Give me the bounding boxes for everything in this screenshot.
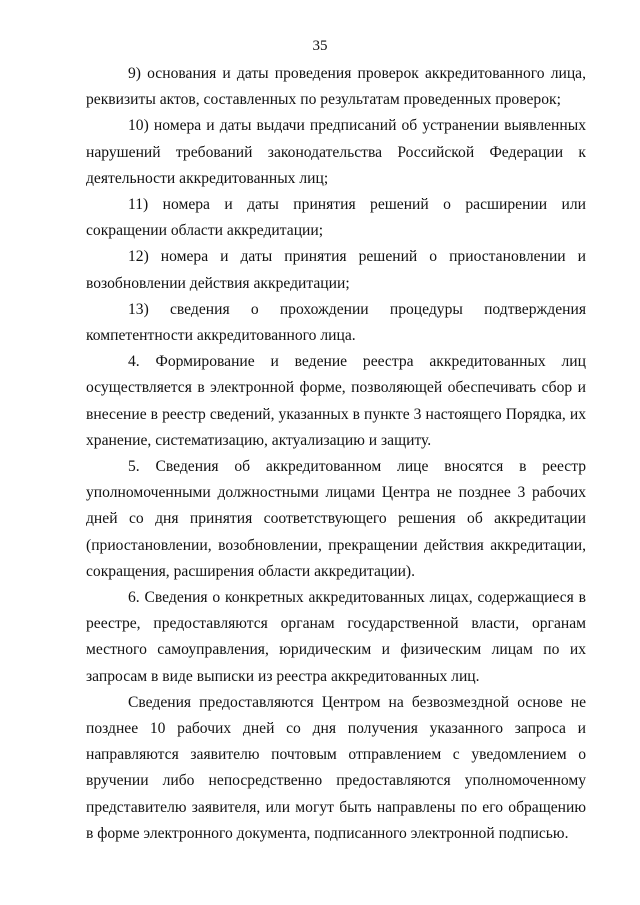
paragraph-item-10: 10) номера и даты выдачи предписаний об устранении выявленных нарушений требований законодательства Российской Федерации к деятельности аккредитованных лиц;	[86, 117, 586, 187]
paragraph-section-6: 6. Сведения о конкретных аккредитованных лицах, содержащиеся в реестре, предоставляются органам государственной власти, органам местного самоуправления, юридическим и физическим лицам по их запросам в виде выписки из реестра аккредитованных лиц.	[86, 589, 586, 685]
document-body	[86, 61, 586, 847]
paragraph-section-5: 5. Сведения об аккредитованном лице вносятся в реестр уполномоченными должностными лицами Центра не позднее 3 рабочих дней со дня принятия соответствующего решения об аккредитации (приостановлении, возобновлении, прекращении действия аккредитации, сокращения, расширения области аккредитации).	[86, 458, 586, 580]
paragraph-item-13: 13) сведения о прохождении процедуры подтверждения компетентности аккредитованного лица.	[86, 300, 586, 345]
page-number: 35	[312, 38, 328, 54]
paragraph-item-12: 12) номера и даты принятия решений о приостановлении и возобновлении действия аккредитации;	[86, 248, 586, 292]
paragraph-section-4: 4. Формирование и ведение реестра аккредитованных лиц осуществляется в электронной форме, позволяющей обеспечивать сбор и внесение в реестр сведений, указанных в пункте 3 настоящего Порядка, их хранение, систематизацию, актуализацию и защиту.	[86, 353, 586, 449]
paragraph-section-6-continued: Сведения предоставляются Центром на безвозмездной основе не позднее 10 рабочих дней со дня получения указанного запроса и направляются заявителю почтовым отправлением с уведомлением о вручении либо непосредственно предоставляются уполномоченному представителю заявителя, или могут быть направлены по его обращению в форме электронного документа, подписанного электронной подписью.	[86, 693, 586, 842]
paragraph-item-9: 9) основания и даты проведения проверок аккредитованного лица, реквизиты актов, составленных по результатам проведенных проверок;	[86, 65, 586, 109]
paragraph-item-11: 11) номера и даты принятия решений о расширении или сокращении области аккредитации;	[86, 196, 586, 240]
